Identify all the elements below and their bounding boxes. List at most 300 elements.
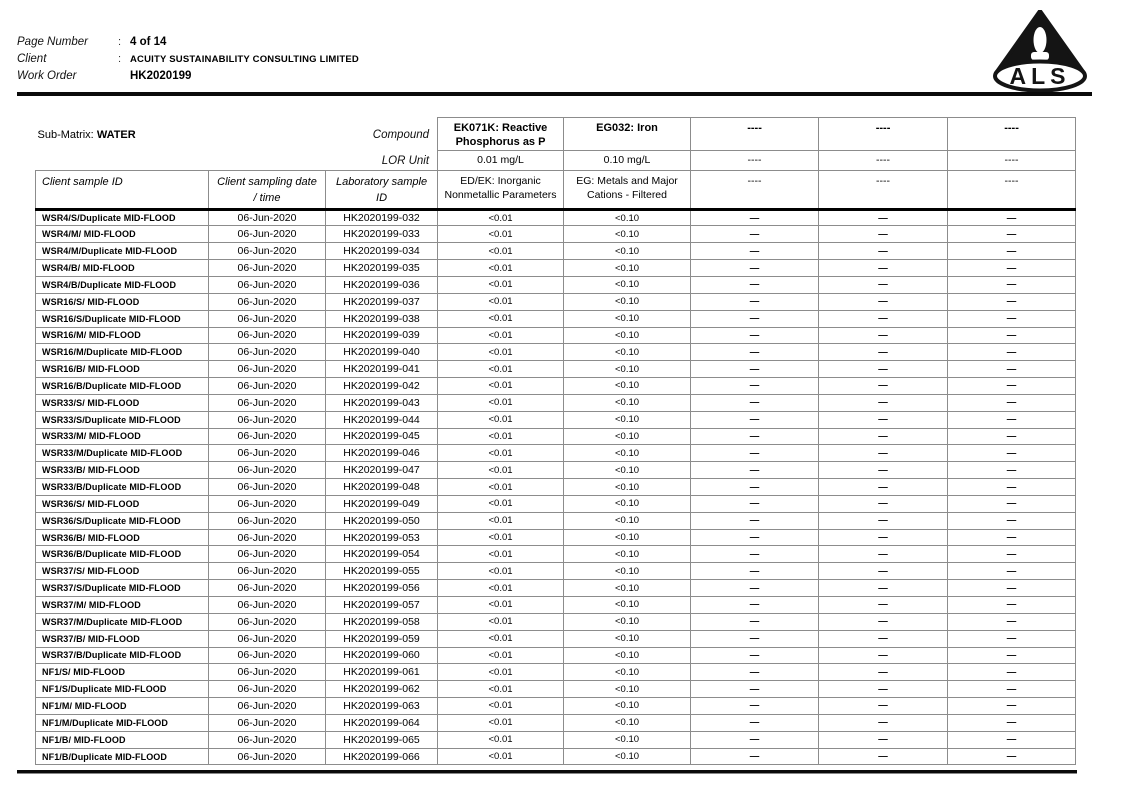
value-dash: — <box>948 731 1076 748</box>
sampling-date: 06-Jun-2020 <box>209 664 326 681</box>
table-row <box>36 276 1076 293</box>
table-row <box>36 512 1076 529</box>
value-dash: — <box>691 714 819 731</box>
sampling-date: 06-Jun-2020 <box>209 310 326 327</box>
sampling-date: 06-Jun-2020 <box>209 209 326 226</box>
als-logo <box>990 10 1090 92</box>
value-dash: — <box>691 293 819 310</box>
lab-sample-id: HK2020199-039 <box>326 327 438 344</box>
compound-col-2: EG032: Iron <box>564 118 691 151</box>
value-dash: — <box>948 462 1076 479</box>
client-sample-id: WSR16/M/ MID-FLOOD <box>36 327 209 344</box>
value-dash: — <box>691 327 819 344</box>
client-sample-id: WSR36/B/ MID-FLOOD <box>36 529 209 546</box>
header-rule <box>17 92 1092 96</box>
table-row <box>36 630 1076 647</box>
sampling-date: 06-Jun-2020 <box>209 698 326 715</box>
value-dash: — <box>691 428 819 445</box>
value-dash: — <box>819 394 948 411</box>
sampling-date: 06-Jun-2020 <box>209 563 326 580</box>
value-dash: — <box>691 411 819 428</box>
value-reactive-phosphorus: <0.01 <box>438 563 564 580</box>
client-sample-id: WSR16/B/Duplicate MID-FLOOD <box>36 378 209 395</box>
value-reactive-phosphorus: <0.01 <box>438 344 564 361</box>
logo-flame <box>1034 27 1047 53</box>
client-sample-id: WSR36/B/Duplicate MID-FLOOD <box>36 546 209 563</box>
table-row <box>36 580 1076 597</box>
table-row <box>36 495 1076 512</box>
lor-col-4: ---- <box>819 150 948 170</box>
results-table <box>35 117 1076 765</box>
value-dash: — <box>819 276 948 293</box>
lab-sample-id: HK2020199-060 <box>326 647 438 664</box>
lor-unit-label: LOR Unit <box>381 154 430 167</box>
table-row <box>36 260 1076 277</box>
value-iron: <0.10 <box>564 714 691 731</box>
table-row <box>36 378 1076 395</box>
value-reactive-phosphorus: <0.01 <box>438 479 564 496</box>
table-row <box>36 209 1076 226</box>
value-reactive-phosphorus: <0.01 <box>438 378 564 395</box>
table-row <box>36 462 1076 479</box>
lab-sample-id: HK2020199-038 <box>326 310 438 327</box>
value-reactive-phosphorus: <0.01 <box>438 748 564 765</box>
sampling-date: 06-Jun-2020 <box>209 529 326 546</box>
value-iron: <0.10 <box>564 209 691 226</box>
value-iron: <0.10 <box>564 293 691 310</box>
value-dash: — <box>691 630 819 647</box>
value-reactive-phosphorus: <0.01 <box>438 495 564 512</box>
sampling-date: 06-Jun-2020 <box>209 630 326 647</box>
value-reactive-phosphorus: <0.01 <box>438 260 564 277</box>
sampling-date: 06-Jun-2020 <box>209 243 326 260</box>
table-row <box>36 394 1076 411</box>
value-dash: — <box>819 613 948 630</box>
sampling-date: 06-Jun-2020 <box>209 731 326 748</box>
sampling-date: 06-Jun-2020 <box>209 462 326 479</box>
sampling-date: 06-Jun-2020 <box>209 260 326 277</box>
value-dash: — <box>819 445 948 462</box>
value-dash: — <box>819 243 948 260</box>
lab-sample-id: HK2020199-032 <box>326 209 438 226</box>
client-sample-id: WSR37/S/ MID-FLOOD <box>36 563 209 580</box>
value-iron: <0.10 <box>564 394 691 411</box>
value-dash: — <box>948 512 1076 529</box>
client-sample-id-header: Client sample ID <box>36 170 209 209</box>
value-iron: <0.10 <box>564 613 691 630</box>
value-dash: — <box>948 394 1076 411</box>
value-dash: — <box>948 580 1076 597</box>
value-dash: — <box>819 226 948 243</box>
client-row <box>17 53 717 65</box>
compound-col-4: ---- <box>819 118 948 151</box>
sampling-date: 06-Jun-2020 <box>209 681 326 698</box>
table-row <box>36 428 1076 445</box>
value-iron: <0.10 <box>564 378 691 395</box>
table-row <box>36 647 1076 664</box>
lab-sample-id: HK2020199-047 <box>326 462 438 479</box>
sub-matrix <box>38 129 136 141</box>
value-dash: — <box>948 378 1076 395</box>
value-dash: — <box>819 293 948 310</box>
lab-sample-id: HK2020199-054 <box>326 546 438 563</box>
separator-colon: : <box>118 36 122 48</box>
table-row <box>36 698 1076 715</box>
sampling-date: 06-Jun-2020 <box>209 512 326 529</box>
table-row <box>36 714 1076 731</box>
value-reactive-phosphorus: <0.01 <box>438 428 564 445</box>
lab-sample-id: HK2020199-042 <box>326 378 438 395</box>
client-sample-id: WSR33/S/ MID-FLOOD <box>36 394 209 411</box>
client-sample-id: WSR4/M/ MID-FLOOD <box>36 226 209 243</box>
sampling-date: 06-Jun-2020 <box>209 226 326 243</box>
value-reactive-phosphorus: <0.01 <box>438 462 564 479</box>
value-reactive-phosphorus: <0.01 <box>438 445 564 462</box>
value-dash: — <box>819 546 948 563</box>
value-dash: — <box>691 647 819 664</box>
client-sample-id: WSR16/S/Duplicate MID-FLOOD <box>36 310 209 327</box>
value-iron: <0.10 <box>564 344 691 361</box>
page-number-label: Page Number <box>17 36 88 48</box>
client-sample-id: WSR33/S/Duplicate MID-FLOOD <box>36 411 209 428</box>
value-dash: — <box>819 428 948 445</box>
lab-sample-id: HK2020199-062 <box>326 681 438 698</box>
value-dash: — <box>948 260 1076 277</box>
submatrix-compound-cell <box>36 118 438 151</box>
value-reactive-phosphorus: <0.01 <box>438 714 564 731</box>
value-dash: — <box>691 310 819 327</box>
sampling-date: 06-Jun-2020 <box>209 276 326 293</box>
value-dash: — <box>819 630 948 647</box>
value-iron: <0.10 <box>564 479 691 496</box>
value-dash: — <box>948 361 1076 378</box>
value-dash: — <box>948 344 1076 361</box>
page-number-row <box>17 36 717 48</box>
value-dash: — <box>819 731 948 748</box>
value-reactive-phosphorus: <0.01 <box>438 276 564 293</box>
table-row <box>36 411 1076 428</box>
lab-sample-id: HK2020199-035 <box>326 260 438 277</box>
client-sample-id: WSR33/M/ MID-FLOOD <box>36 428 209 445</box>
compound-col-3: ---- <box>691 118 819 151</box>
value-dash: — <box>691 529 819 546</box>
value-reactive-phosphorus: <0.01 <box>438 226 564 243</box>
value-dash: — <box>948 546 1076 563</box>
value-iron: <0.10 <box>564 748 691 765</box>
value-dash: — <box>691 597 819 614</box>
value-dash: — <box>948 226 1076 243</box>
value-dash: — <box>691 748 819 765</box>
sampling-date: 06-Jun-2020 <box>209 378 326 395</box>
value-iron: <0.10 <box>564 664 691 681</box>
value-reactive-phosphorus: <0.01 <box>438 411 564 428</box>
client-sample-id: WSR37/B/Duplicate MID-FLOOD <box>36 647 209 664</box>
value-dash: — <box>819 664 948 681</box>
value-reactive-phosphorus: <0.01 <box>438 529 564 546</box>
work-order-row <box>17 70 717 82</box>
value-dash: — <box>819 512 948 529</box>
value-iron: <0.10 <box>564 597 691 614</box>
column-header-row <box>36 170 1076 209</box>
sampling-date: 06-Jun-2020 <box>209 479 326 496</box>
value-dash: — <box>691 344 819 361</box>
value-reactive-phosphorus: <0.01 <box>438 613 564 630</box>
value-iron: <0.10 <box>564 310 691 327</box>
sampling-date: 06-Jun-2020 <box>209 580 326 597</box>
sample-rows <box>36 209 1076 765</box>
lab-sample-id: HK2020199-046 <box>326 445 438 462</box>
value-dash: — <box>819 209 948 226</box>
compound-header-row <box>36 118 1076 151</box>
value-dash: — <box>691 260 819 277</box>
lab-sample-id: HK2020199-045 <box>326 428 438 445</box>
method-group-col-1: ED/EK: Inorganic Nonmetallic Parameters <box>438 170 564 209</box>
lab-sample-id: HK2020199-049 <box>326 495 438 512</box>
value-iron: <0.10 <box>564 647 691 664</box>
sampling-date: 06-Jun-2020 <box>209 613 326 630</box>
value-dash: — <box>948 681 1076 698</box>
value-dash: — <box>819 411 948 428</box>
lab-sample-id: HK2020199-044 <box>326 411 438 428</box>
value-dash: — <box>691 378 819 395</box>
value-dash: — <box>819 580 948 597</box>
value-dash: — <box>691 226 819 243</box>
value-reactive-phosphorus: <0.01 <box>438 698 564 715</box>
value-dash: — <box>691 563 819 580</box>
value-iron: <0.10 <box>564 495 691 512</box>
value-iron: <0.10 <box>564 428 691 445</box>
value-dash: — <box>819 529 948 546</box>
table-row <box>36 529 1076 546</box>
value-reactive-phosphorus: <0.01 <box>438 597 564 614</box>
client-sample-id: WSR36/S/Duplicate MID-FLOOD <box>36 512 209 529</box>
value-dash: — <box>691 209 819 226</box>
value-iron: <0.10 <box>564 580 691 597</box>
value-dash: — <box>819 495 948 512</box>
lab-sample-id: HK2020199-036 <box>326 276 438 293</box>
value-iron: <0.10 <box>564 411 691 428</box>
value-reactive-phosphorus: <0.01 <box>438 327 564 344</box>
client-sample-id: WSR4/M/Duplicate MID-FLOOD <box>36 243 209 260</box>
value-iron: <0.10 <box>564 260 691 277</box>
sub-matrix-value: WATER <box>96 128 136 141</box>
work-order-label: Work Order <box>17 70 77 82</box>
value-dash: — <box>948 563 1076 580</box>
value-iron: <0.10 <box>564 327 691 344</box>
value-dash: — <box>819 260 948 277</box>
value-dash: — <box>819 327 948 344</box>
sampling-date: 06-Jun-2020 <box>209 495 326 512</box>
value-iron: <0.10 <box>564 630 691 647</box>
value-dash: — <box>691 394 819 411</box>
value-reactive-phosphorus: <0.01 <box>438 630 564 647</box>
lab-sample-id: HK2020199-056 <box>326 580 438 597</box>
client-value: ACUITY SUSTAINABILITY CONSULTING LIMITED <box>130 54 359 65</box>
table-row <box>36 243 1076 260</box>
method-group-col-2: EG: Metals and Major Cations - Filtered <box>564 170 691 209</box>
value-iron: <0.10 <box>564 529 691 546</box>
table-row <box>36 597 1076 614</box>
lor-unit-row <box>36 150 1076 170</box>
value-iron: <0.10 <box>564 445 691 462</box>
client-sample-id: WSR16/M/Duplicate MID-FLOOD <box>36 344 209 361</box>
table-row <box>36 327 1076 344</box>
value-dash: — <box>948 310 1076 327</box>
lab-sample-id: HK2020199-064 <box>326 714 438 731</box>
value-dash: — <box>948 647 1076 664</box>
value-reactive-phosphorus: <0.01 <box>438 681 564 698</box>
sampling-date: 06-Jun-2020 <box>209 411 326 428</box>
value-reactive-phosphorus: <0.01 <box>438 512 564 529</box>
value-dash: — <box>948 664 1076 681</box>
client-sample-id: WSR4/S/Duplicate MID-FLOOD <box>36 209 209 226</box>
table-row <box>36 344 1076 361</box>
sampling-date: 06-Jun-2020 <box>209 293 326 310</box>
sampling-date: 06-Jun-2020 <box>209 714 326 731</box>
value-dash: — <box>948 630 1076 647</box>
client-sample-id: NF1/B/ MID-FLOOD <box>36 731 209 748</box>
page-number-value: 4 of 14 <box>130 36 167 48</box>
value-dash: — <box>948 209 1076 226</box>
value-dash: — <box>691 243 819 260</box>
value-iron: <0.10 <box>564 462 691 479</box>
value-dash: — <box>819 462 948 479</box>
sampling-date-header: Client sampling date / time <box>209 170 326 209</box>
value-dash: — <box>691 361 819 378</box>
value-dash: — <box>819 698 948 715</box>
client-sample-id: WSR33/B/ MID-FLOOD <box>36 462 209 479</box>
value-dash: — <box>691 681 819 698</box>
lor-col-5: ---- <box>948 150 1076 170</box>
value-iron: <0.10 <box>564 512 691 529</box>
value-reactive-phosphorus: <0.01 <box>438 361 564 378</box>
lab-sample-id: HK2020199-041 <box>326 361 438 378</box>
value-dash: — <box>691 731 819 748</box>
lab-sample-id: HK2020199-053 <box>326 529 438 546</box>
client-label: Client <box>17 53 47 65</box>
value-dash: — <box>819 748 948 765</box>
value-dash: — <box>819 714 948 731</box>
client-sample-id: WSR4/B/ MID-FLOOD <box>36 260 209 277</box>
sampling-date: 06-Jun-2020 <box>209 748 326 765</box>
sampling-date: 06-Jun-2020 <box>209 647 326 664</box>
client-sample-id: NF1/M/Duplicate MID-FLOOD <box>36 714 209 731</box>
value-dash: — <box>691 495 819 512</box>
separator-colon: : <box>118 53 122 65</box>
table-row <box>36 613 1076 630</box>
value-dash: — <box>691 276 819 293</box>
lab-sample-id: HK2020199-065 <box>326 731 438 748</box>
value-reactive-phosphorus: <0.01 <box>438 243 564 260</box>
table-row <box>36 479 1076 496</box>
value-dash: — <box>819 681 948 698</box>
value-dash: — <box>948 327 1076 344</box>
lor-col-3: ---- <box>691 150 819 170</box>
value-dash: — <box>948 411 1076 428</box>
lab-sample-id: HK2020199-033 <box>326 226 438 243</box>
value-iron: <0.10 <box>564 361 691 378</box>
value-iron: <0.10 <box>564 276 691 293</box>
value-reactive-phosphorus: <0.01 <box>438 293 564 310</box>
client-sample-id: WSR37/M/ MID-FLOOD <box>36 597 209 614</box>
lab-sample-id: HK2020199-050 <box>326 512 438 529</box>
client-sample-id: NF1/B/Duplicate MID-FLOOD <box>36 748 209 765</box>
client-sample-id: WSR4/B/Duplicate MID-FLOOD <box>36 276 209 293</box>
table-header-rows <box>36 118 1076 210</box>
lor-col-2: 0.10 mg/L <box>564 150 691 170</box>
table-row <box>36 445 1076 462</box>
lab-sample-id: HK2020199-058 <box>326 613 438 630</box>
value-dash: — <box>948 698 1076 715</box>
table-row <box>36 748 1076 765</box>
table-row <box>36 293 1076 310</box>
value-iron: <0.10 <box>564 563 691 580</box>
value-reactive-phosphorus: <0.01 <box>438 310 564 327</box>
client-sample-id: NF1/M/ MID-FLOOD <box>36 698 209 715</box>
lab-sample-id: HK2020199-061 <box>326 664 438 681</box>
lab-sample-id: HK2020199-037 <box>326 293 438 310</box>
lab-sample-id: HK2020199-057 <box>326 597 438 614</box>
value-dash: — <box>691 462 819 479</box>
table-row <box>36 310 1076 327</box>
sampling-date: 06-Jun-2020 <box>209 445 326 462</box>
sampling-date: 06-Jun-2020 <box>209 327 326 344</box>
compound-col-1: EK071K: Reactive Phosphorus as P <box>438 118 564 151</box>
value-dash: — <box>948 613 1076 630</box>
client-sample-id: WSR33/M/Duplicate MID-FLOOD <box>36 445 209 462</box>
lor-col-1: 0.01 mg/L <box>438 150 564 170</box>
client-sample-id: WSR37/M/Duplicate MID-FLOOD <box>36 613 209 630</box>
lab-sample-id: HK2020199-043 <box>326 394 438 411</box>
lab-sample-id: HK2020199-055 <box>326 563 438 580</box>
client-sample-id: WSR37/S/Duplicate MID-FLOOD <box>36 580 209 597</box>
value-dash: — <box>948 529 1076 546</box>
sampling-date: 06-Jun-2020 <box>209 344 326 361</box>
table-row <box>36 731 1076 748</box>
value-reactive-phosphorus: <0.01 <box>438 580 564 597</box>
value-reactive-phosphorus: <0.01 <box>438 664 564 681</box>
compound-col-5: ---- <box>948 118 1076 151</box>
value-iron: <0.10 <box>564 731 691 748</box>
value-dash: — <box>691 445 819 462</box>
client-sample-id: NF1/S/ MID-FLOOD <box>36 664 209 681</box>
client-sample-id: WSR37/B/ MID-FLOOD <box>36 630 209 647</box>
value-dash: — <box>948 243 1076 260</box>
lor-unit-label-cell <box>36 150 438 170</box>
footer-rule <box>17 770 1077 774</box>
value-dash: — <box>948 597 1076 614</box>
logo-text: ALS <box>1009 63 1071 89</box>
value-iron: <0.10 <box>564 226 691 243</box>
value-dash: — <box>819 310 948 327</box>
value-dash: — <box>691 580 819 597</box>
value-iron: <0.10 <box>564 546 691 563</box>
client-sample-id: WSR16/B/ MID-FLOOD <box>36 361 209 378</box>
value-dash: — <box>948 445 1076 462</box>
lab-sample-id: HK2020199-048 <box>326 479 438 496</box>
sampling-date: 06-Jun-2020 <box>209 597 326 614</box>
table-row <box>36 546 1076 563</box>
sampling-date: 06-Jun-2020 <box>209 546 326 563</box>
value-dash: — <box>948 293 1076 310</box>
lab-sample-id: HK2020199-059 <box>326 630 438 647</box>
sampling-date: 06-Jun-2020 <box>209 361 326 378</box>
sampling-date: 06-Jun-2020 <box>209 394 326 411</box>
lab-sample-id: HK2020199-066 <box>326 748 438 765</box>
table-row <box>36 664 1076 681</box>
value-dash: — <box>948 479 1076 496</box>
sub-matrix-label: Sub-Matrix: <box>37 128 94 141</box>
